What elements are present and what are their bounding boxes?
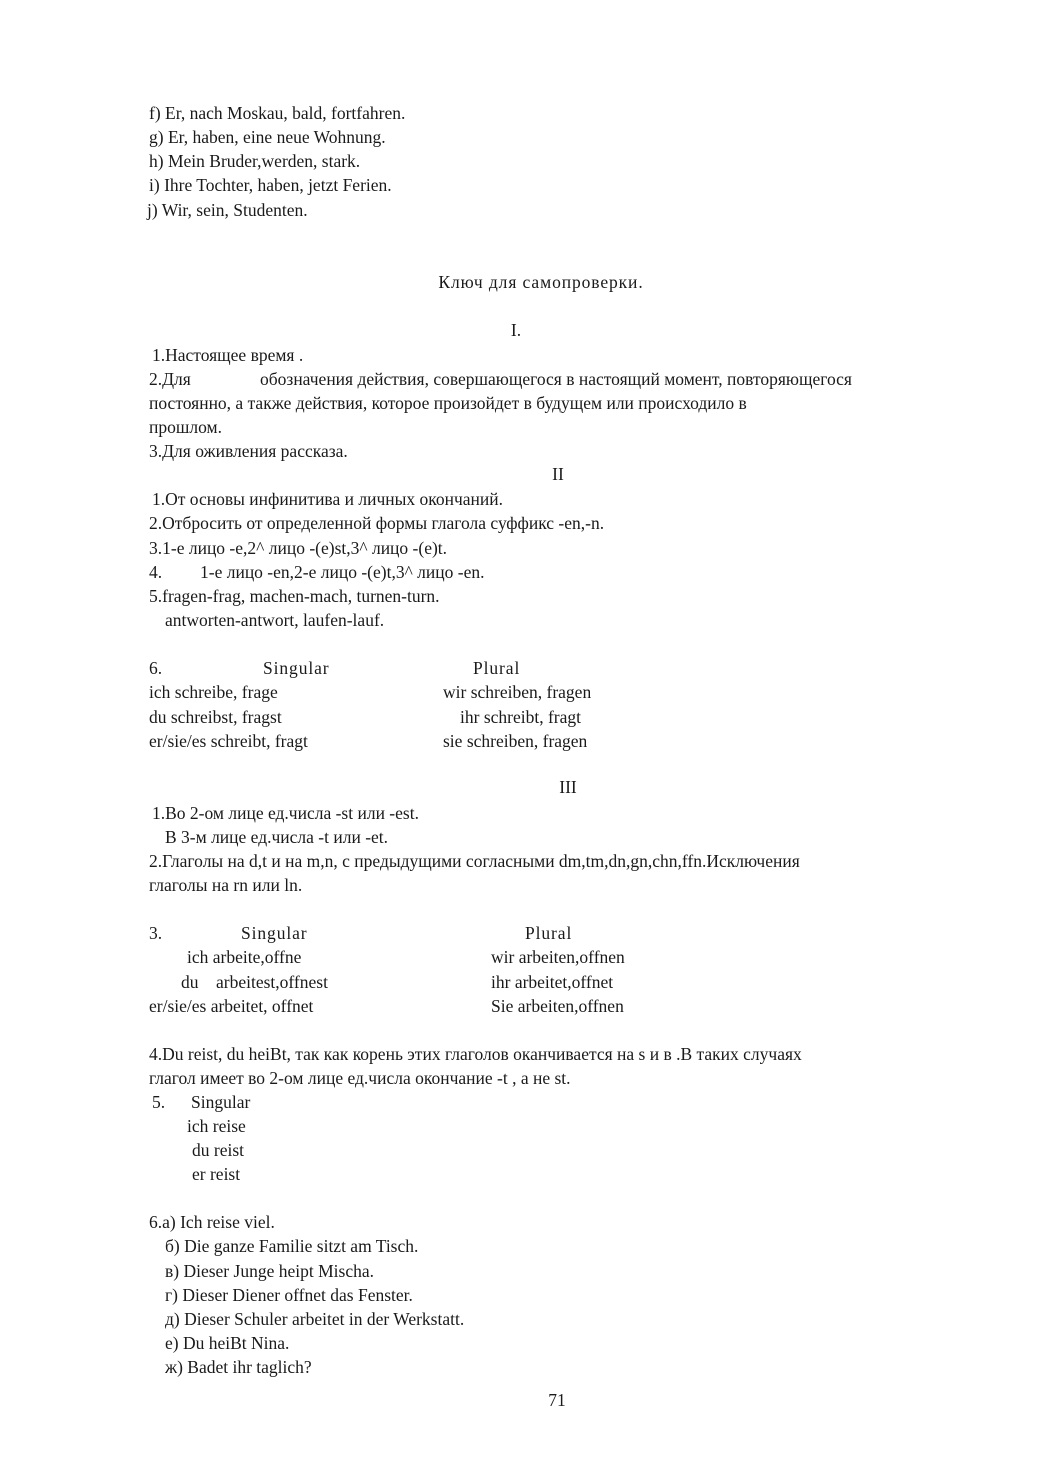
answer-line: глаголы на rn или ln. bbox=[149, 875, 303, 895]
answer-line: 5.fragen-frag, machen-mach, turnen-turn. bbox=[149, 586, 440, 606]
section-heading-2: II bbox=[552, 464, 564, 484]
table-cell-singular: er/sie/es schreibt, fragt bbox=[149, 731, 308, 751]
table-cell-singular: er/sie/es arbeitet, offnet bbox=[149, 996, 314, 1016]
section-heading-1: I. bbox=[510, 320, 522, 340]
singular-header: Singular bbox=[263, 658, 330, 678]
answer-line: В 3-м лице ед.числа -t или -et. bbox=[165, 827, 389, 847]
answer-line: 2.Отбросить от определенной формы глагола суффикс -en,-n. bbox=[149, 513, 605, 533]
table-cell-singular: du arbeitest,offnest bbox=[181, 972, 328, 992]
answer-line: обозначения действия, совершающегося в настоящий момент, повторяющегося bbox=[260, 369, 852, 389]
conjugation-form: er reist bbox=[192, 1164, 241, 1184]
exercise-item: f) Er, nach Moskau, bald, fortfahren. bbox=[149, 103, 406, 123]
table-cell-plural: Sie arbeiten,offnen bbox=[491, 996, 624, 1016]
sentence-line: е) Du heiBt Nina. bbox=[165, 1333, 290, 1353]
item5-number: 5. bbox=[152, 1092, 166, 1112]
plural-header: Plural bbox=[525, 923, 573, 943]
exercise-item: h) Mein Bruder,werden, stark. bbox=[149, 151, 361, 171]
sentence-line: в) Dieser Junge heipt Mischa. bbox=[165, 1261, 374, 1281]
answer-line: 1.От основы инфинитива и личных окончаний. bbox=[152, 489, 504, 509]
table-cell-plural: wir schreiben, fragen bbox=[443, 682, 592, 702]
answer-line: antworten-antwort, laufen-lauf. bbox=[165, 610, 385, 630]
answer-line: 1-е лицо -en,2-е лицо -(e)t,3^ лицо -en. bbox=[200, 562, 485, 582]
answer-line: 1.Во 2-ом лице ед.числа -st или -est. bbox=[152, 803, 419, 823]
answer-line: 4.Du reist, du heiBt, так как корень этих глаголов оканчивается на s и в .В таких случаях bbox=[149, 1044, 802, 1064]
conjugation-form: du reist bbox=[192, 1140, 245, 1160]
item5-header: Singular bbox=[191, 1092, 251, 1112]
sentence-line: г) Dieser Diener offnet das Fenster. bbox=[165, 1285, 413, 1305]
answer-line: 1.Настоящее время . bbox=[152, 345, 304, 365]
table-cell-plural: ihr schreibt, fragt bbox=[460, 707, 581, 727]
sentence-line: б) Die ganze Familie sitzt am Tisch. bbox=[165, 1236, 419, 1256]
plural-header: Plural bbox=[473, 658, 521, 678]
table-number: 6. bbox=[149, 658, 163, 678]
answer-line: 3.1-е лицо -е,2^ лицо -(e)st,3^ лицо -(e)t. bbox=[149, 538, 448, 558]
answer-line: прошлом. bbox=[149, 417, 222, 437]
table-cell-plural: ihr arbeitet,offnet bbox=[491, 972, 614, 992]
sentence-line: д) Dieser Schuler arbeitet in der Werkstatt. bbox=[165, 1309, 465, 1329]
answer-line: постоянно, а также действия, которое произойдет в будущем или происходило в bbox=[149, 393, 747, 413]
sentence-line: ж) Badet ihr taglich? bbox=[165, 1357, 312, 1377]
singular-header: Singular bbox=[241, 923, 308, 943]
conjugation-form: ich reise bbox=[187, 1116, 246, 1136]
table-cell-plural: sie schreiben, fragen bbox=[443, 731, 588, 751]
exercise-item: i) Ihre Tochter, haben, jetzt Ferien. bbox=[149, 175, 392, 195]
key-title: Ключ для самопроверки. bbox=[438, 272, 644, 292]
answer-line: 3.Для оживления рассказа. bbox=[149, 441, 348, 461]
table-cell-singular: du schreibst, fragst bbox=[149, 707, 282, 727]
table-cell-singular: ich arbeite,offne bbox=[187, 947, 302, 967]
table-cell-plural: wir arbeiten,offnen bbox=[491, 947, 625, 967]
exercise-item: j) Wir, sein, Studenten. bbox=[147, 200, 308, 220]
sentence-line: 6.а) Ich reise viel. bbox=[149, 1212, 275, 1232]
exercise-item: g) Er, haben, eine neue Wohnung. bbox=[149, 127, 386, 147]
answer-line: глагол имеет во 2-ом лице ед.числа окончание -t , а не st. bbox=[149, 1068, 571, 1088]
table-number: 3. bbox=[149, 923, 163, 943]
section-heading-3: III bbox=[559, 777, 577, 797]
answer-line: 4. bbox=[149, 562, 163, 582]
answer-line: 2.Глаголы на d,t и на m,n, с предыдущими согласными dm,tm,dn,gn,chn,ffn.Исключения bbox=[149, 851, 800, 871]
table-cell-singular: ich schreibe, frage bbox=[149, 682, 278, 702]
page-number: 71 bbox=[548, 1390, 566, 1410]
answer-line: 2.Для bbox=[149, 369, 191, 389]
